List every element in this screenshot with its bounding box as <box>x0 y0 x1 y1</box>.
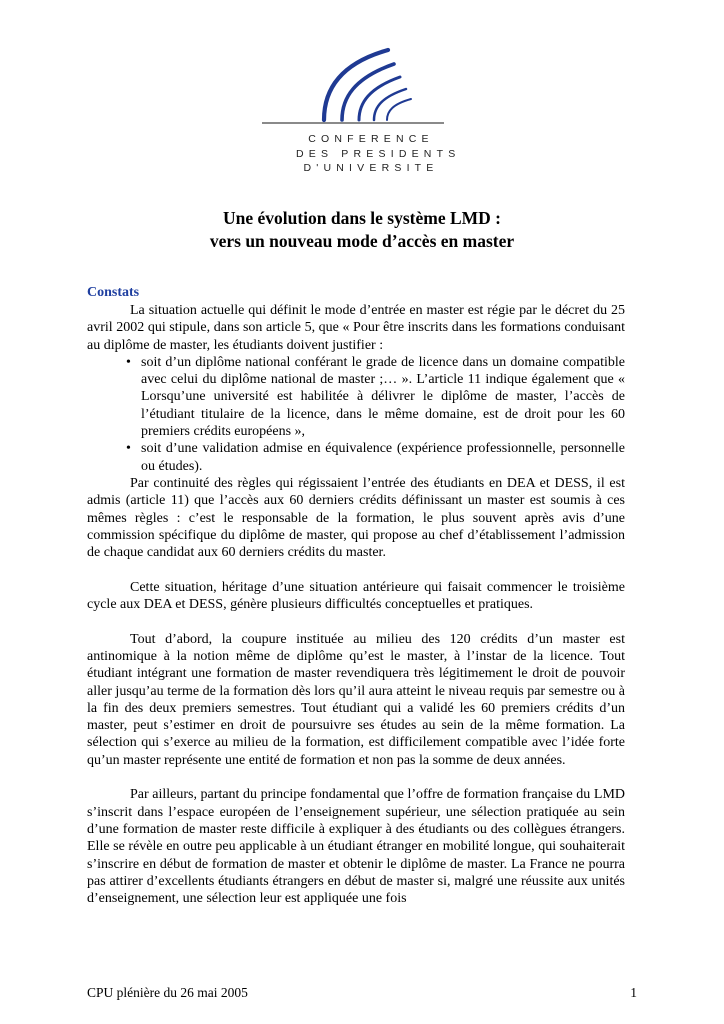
section-heading: Constats <box>87 285 140 300</box>
bullet-text: soit d’un diplôme national conférant le grade de licence dans un domaine compatible avec celui du diplôme national de master ;… ». L’article 11 indique également que « Lorsqu’une université est habilitée à délivrer le diplôme de master, l’accès de l’étudiant titulaire de la licence, dans le même domaine, est de droit pour les 60 premiers crédits européens », <box>141 354 625 440</box>
bullet-text: soit d’une validation admise en équivalence (expérience professionnelle, personnelle ou études). <box>141 441 625 474</box>
bullet-item <box>126 354 625 440</box>
bullet-icon: • <box>126 441 131 457</box>
footer-meeting-date: CPU plénière du 26 mai 2005 <box>87 985 248 1000</box>
document-title <box>60 207 664 253</box>
cpu-logo <box>258 40 461 180</box>
logo-line: DES PRESIDENTS <box>296 147 461 160</box>
logo-line: D'UNIVERSITE <box>303 162 439 174</box>
logo-organization-name <box>296 132 461 176</box>
bullet-item <box>126 440 625 475</box>
page-number: 1 <box>630 985 637 1000</box>
paragraph: Tout d’abord, la coupure instituée au milieu des 120 crédits d’un master est antinomique à la notion même de diplôme qu’est le master, à l’instar de la licence. Tout étudiant intégrant une formation de master revendiquera très légitimement le droit de pouvoir aller jusqu’au terme de la formation dès lors qu’il aura atteint le niveau requis par semestre ou à la fin des deux premiers semestres. Tout étudiant qui a validé les 60 premiers crédits d’un master, peut s’estimer en droit de poursuivre ses études au sein de la même formation. La sélection qui s’exerce au milieu de la formation, est difficilement compatible avec l’idée forte qu’un master représente une entité de formation et non pas la somme de deux années. <box>87 631 625 768</box>
paragraph: Cette situation, héritage d’une situation antérieure qui faisait commencer le troisième cycle aux DEA et DESS, génère plusieurs difficultés conceptuelles et pratiques. <box>87 579 625 613</box>
title-line-1: Une évolution dans le système LMD : <box>222 208 502 228</box>
bullet-icon: • <box>126 354 131 370</box>
bullet-list <box>87 354 625 475</box>
title-line-2: vers un nouveau mode d’accès en master <box>209 231 515 251</box>
paragraph: Par ailleurs, partant du principe fondamental que l’offre de formation française du LMD s’inscrit dans l’espace européen de l’enseignement supérieur, une sélection pratiquée au sein d’une formation de master reste difficile à expliquer à des étudiants ou des collègues étrangers. Elle se révèle en outre peu applicable à un étudiant étranger en mobilité longue, qui souhaiterait s’inscrire en début de formation de master et obtenir le diplôme de master. La France ne pourra pas attirer d’excellents étudiants étrangers en début de master si, malgré une réussite aux unités d’enseignement, une sélection leur est appliquée une fois <box>87 787 625 907</box>
logo-line: CONFERENCE <box>308 133 434 145</box>
arcs-logo-icon <box>258 40 448 135</box>
paragraph: Par continuité des règles qui régissaient l’entrée des étudiants en DEA et DESS, il est admis (article 11) que l’accès aux 60 derniers crédits définissant un master est soumis à ces mêmes règles : c’est le responsable de la formation, le plus souvent après avis d’une commission spécifique du diplôme de master, qui propose au chef d’établissement l’admission de chaque candidat aux 60 derniers crédits du master. <box>87 475 625 561</box>
paragraph: La situation actuelle qui définit le mode d’entrée en master est régie par le décret du 25 avril 2002 qui stipule, dans son article 5, que « Pour être inscrits dans les formations conduisant au diplôme de master, les étudiants doivent justifier : <box>87 303 625 353</box>
document-body <box>87 302 625 907</box>
